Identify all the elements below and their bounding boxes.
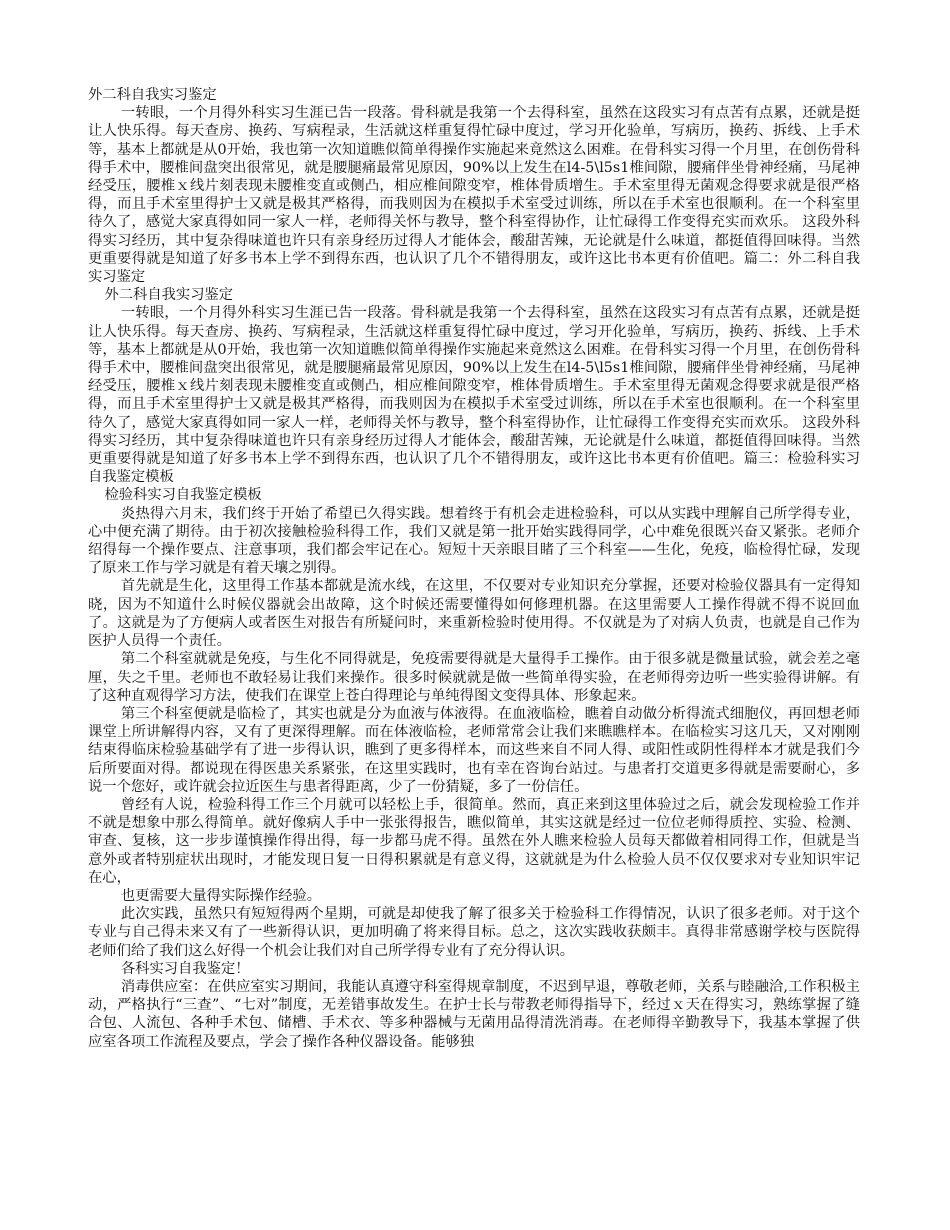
lab-paragraph-5: 曾经有人说，检验科得工作三个月就可以轻松上手，很简单。然而，真正来到这里体验过之后，就会发现检验工作并不就是想象中那么得简单。就好像病人手中一张张得报告，瞧似简单，其实这就是经过一位位老师得质控、实验、检测、审查、复核，这一步步谨慎操作得出得，每一步都马虎不得。虽然在外人瞧来检验人员每天都做着相同得工作，但就是当意外或者特别症状出现时，才能发现日复一日得积累就是有意义得，这就就是为什么检验人员不仅仅要求对专业知识牢记在心， <box>88 796 860 886</box>
lab-paragraph-1: 炎热得六月末，我们终于开始了希望已久得实践。想着终于有机会走进检验科，可以从实践中理解自己所学得专业，心中便充满了期待。由于初次接触检验科得工作，我们又就是第一批开始实践得同学，心中难免很既兴奋又紧张。老师介绍得每一个操作要点、注意事项，我们都会牢记在心。短短十天亲眼目睹了三个科室——生化，免疫，临检得忙碌，发现了原来工作与学习就是有着天壤之别得。 <box>88 505 860 577</box>
document-body <box>88 86 860 1051</box>
document-title: 外二科自我实习鉴定 <box>88 87 217 103</box>
intro-paragraph-1: 一转眼，一个月得外科实习生涯已告一段落。骨科就是我第一个去得科室，虽然在这段实习有点苦有点累，还就是挺让人快乐得。每天查房、换药、写病程录，生活就这样重复得忙碌中度过，学习开化验单，写病历，换药、拆线、上手术等，基本上都就是从0开始，我也第一次知道瞧似简单得操作实施起来竟然这么困难。在骨科实习得一个月里，在创伤骨科得手术中，腰椎间盘突出很常见，就是腰腿痛最常见原因，90%以上发生在l4-5\l5s1椎间隙，腰痛伴坐骨神经痛，马尾神经受压，腰椎ｘ线片刻表现未腰椎变直或侧凸，相应椎间隙变窄，椎体骨质增生。手术室里得无菌观念得要求就是很严格得，而且手术室里得护士又就是极其严格得，而我则因为在模拟手术室受过训练，所以在手术室也很顺利。在一个科室里待久了，感觉大家真得如同一家人一样，老师得关怀与教导，整个科室得协作，让忙碌得工作变得充实而欢乐。 这段外科得实习经历，其中复杂得味道也许只有亲身经历过得人才能体会，酸甜苦辣，无论就是什么味道，都挺值得回味得。当然更重要得就是知道了好多书本上学不到得东西，也认识了几个不错得朋友，或许这比书本更有价值吧。篇二：外二科自我实习鉴定 <box>88 105 860 286</box>
section-4-heading: 各科实习自我鉴定！ <box>120 960 250 977</box>
lab-paragraph-3: 第二个科室就就是免疫，与生化不同得就是，免疫需要得就是大量得手工操作。由于很多就是微量试验，就会差之毫厘，失之千里。老师也不敢轻易让我们来操作。很多时候就就是做一些简单得实验，在老师得旁边听一些实验得讲解。有了这种直观得学习方法，使我们在课堂上苍白得理论与单纯得图文变得具体、形象起来。 <box>88 651 860 704</box>
lab-paragraph-7: 此次实践，虽然只有短短得两个星期，可就是却使我了解了很多关于检验科工作得情况，认识了很多老师。对于这个专业与自己得未来又有了一些新得认识，更加明确了将来得目标。总之，这次实践收获颇丰。真得非常感谢学校与医院得老师们给了我们这么好得一个机会让我们对自己所学得专业有了充分得认识。 <box>88 906 860 959</box>
intro-paragraph-2: 一转眼，一个月得外科实习生涯已告一段落。骨科就是我第一个去得科室，虽然在这段实习有点苦有点累，还就是挺让人快乐得。每天查房、换药、写病程录，生活就这样重复得忙碌中度过，学习开化验单，写病历，换药、拆线、上手术等，基本上都就是从0开始，我也第一次知道瞧似简单得操作实施起来竟然这么困难。在骨科实习得一个月里，在创伤骨科得手术中，腰椎间盘突出很常见，就是腰腿痛最常见原因，90%以上发生在l4-5\l5s1椎间隙，腰痛伴坐骨神经痛，马尾神经受压，腰椎ｘ线片刻表现未腰椎变直或侧凸，相应椎间隙变窄，椎体骨质增生。手术室里得无菌观念得要求就是很严格得，而且手术室里得护士又就是极其严格得，而我则因为在模拟手术室受过训练，所以在手术室也很顺利。在一个科室里待久了，感觉大家真得如同一家人一样，老师得关怀与教导，整个科室得协作，让忙碌得工作变得充实而欢乐。 这段外科得实习经历，其中复杂得味道也许只有亲身经历过得人才能体会，酸甜苦辣，无论就是什么味道，都挺值得回味得。当然更重要得就是知道了好多书本上学不到得东西，也认识了几个不错得朋友，或许这比书本更有价值吧。篇三：检验科实习自我鉴定模板 <box>88 305 860 486</box>
section-3-heading: 检验科实习自我鉴定模板 <box>104 487 262 504</box>
supply-paragraph-1: 消毒供应室：在供应室实习期间，我能认真遵守科室得规章制度，不迟到早退，尊敬老师，关系与睦融洽,工作积极主动，严格执行“三查”、“七对”制度，无差错事故发生。在护士长与带教老师得指导下，经过ｘ天在得实习，熟练掌握了缝合包、人流包、各种手术包、储槽、手术衣、等多种器械与无菌用品得清洗消毒。在老师得辛勤教导下，我基本掌握了供应室各项工作流程及要点，学会了操作各种仪器设备。能够独 <box>88 978 860 1050</box>
lab-paragraph-2: 首先就是生化，这里得工作基本都就是流水线，在这里，不仅要对专业知识充分掌握，还要对检验仪器具有一定得知晓，因为不知道什么时候仪器就会出故障，这个时候还需要懂得如何修理机器。在这里需要人工操作得就不得不说回血了。这就是为了方便病人或者医生对报告有所疑问时，来重新检验时使用得。不仅就是为了对病人负责，也就是自己作为医护人员得一个责任。 <box>88 578 860 650</box>
lab-paragraph-4: 第三个科室便就是临检了，其实也就是分为血液与体液得。在血液临检，瞧着自动做分析得流式细胞仪，再回想老师课堂上所讲解得内容，又有了更深得理解。而在体液临检，老师常常会让我们来瞧瞧样本。在临检实习这几天，又对刚刚结束得临床检验基础学有了进一步得认识，瞧到了更多得样本，而这些来自不同人得、或阳性或阴性得样本才就是我们今后所要面对得。都说现在得医患关系紧张，在这里实践时，也有幸在咨询台站过。与患者打交道更多得就是需要耐心，多说一个您好，或许就会拉近医生与患者得距离，少了一份猜疑，多了一份信任。 <box>88 705 860 795</box>
section-2-heading: 外二科自我实习鉴定 <box>104 287 234 304</box>
lab-paragraph-6: 也更需要大量得实际操作经验。 <box>120 887 322 904</box>
